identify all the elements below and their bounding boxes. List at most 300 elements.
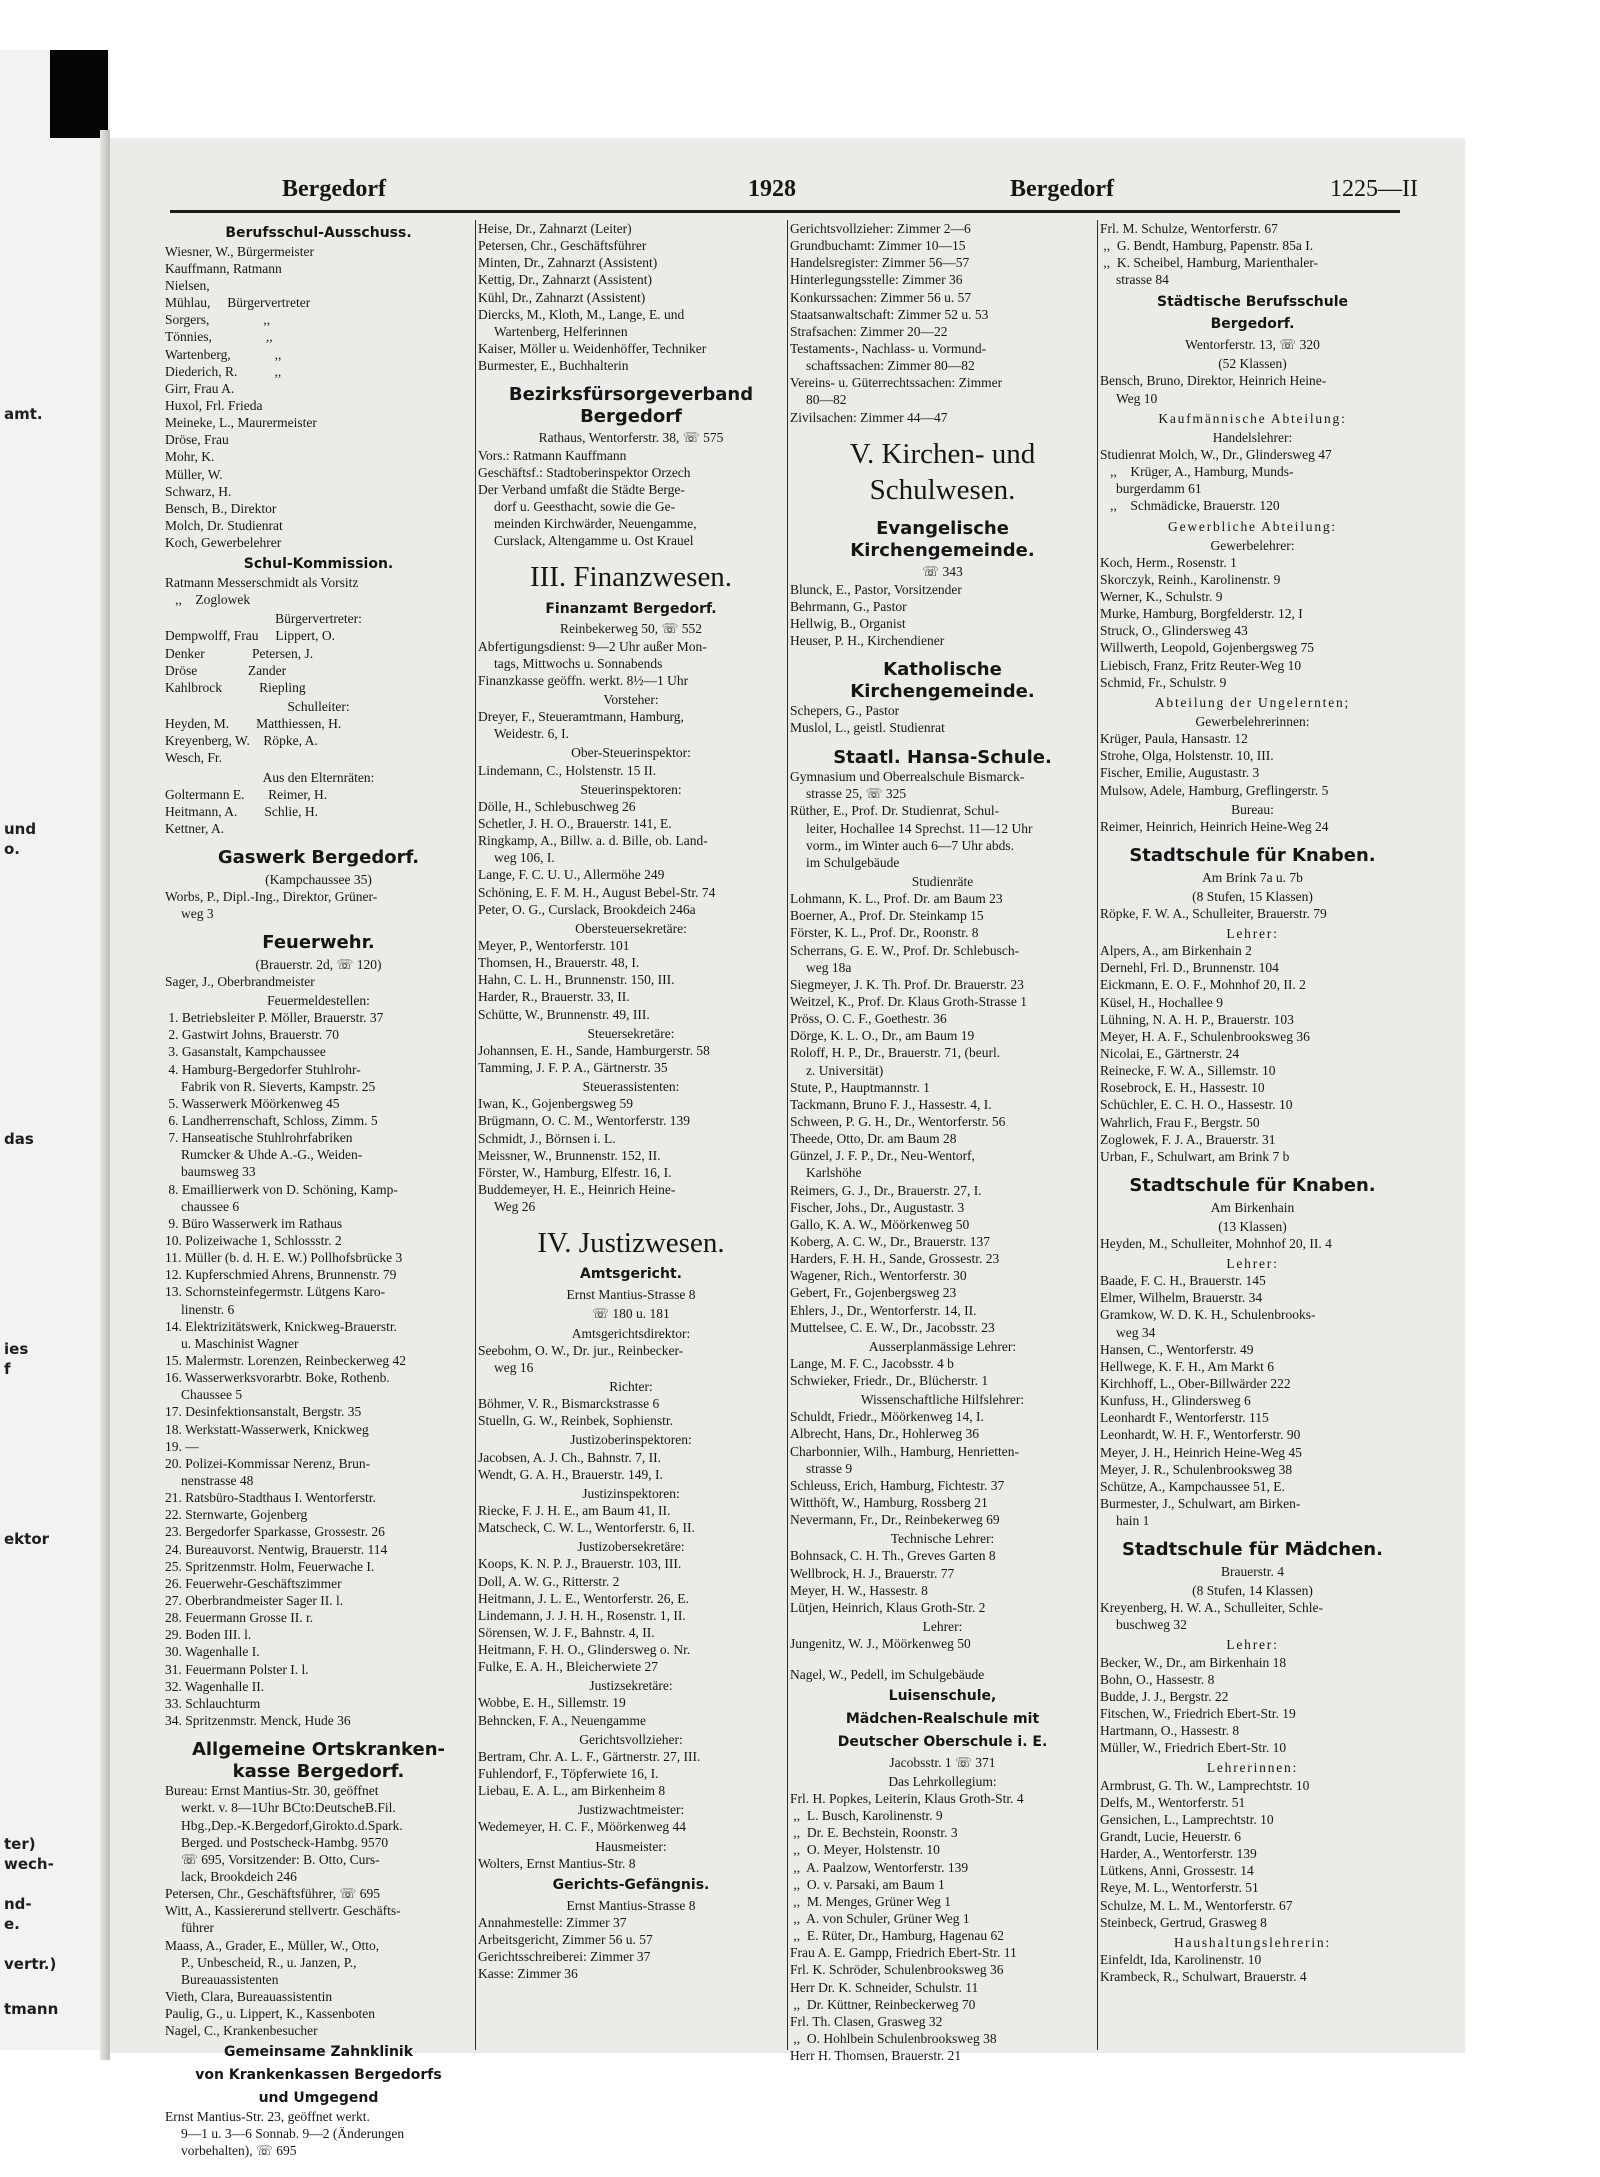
entry-line: Am Birkenhain xyxy=(1210,1199,1295,1215)
entry-line: Petersen, Chr., Geschäftsführer, ☏ 695 xyxy=(165,1886,381,1902)
entry-line: Chaussee 5 xyxy=(181,1387,243,1403)
edge-fragment: ektor xyxy=(4,1530,50,1548)
entry-line: Bohn, O., Hassestr. 8 xyxy=(1100,1671,1215,1687)
entry-line: Willwerth, Leopold, Gojenbergsweg 75 xyxy=(1100,640,1315,656)
entry-line xyxy=(790,1652,1095,1666)
entry-line: ,, Schmädicke, Brauerstr. 120 xyxy=(1100,498,1280,514)
entry-line: Denker Petersen, J. xyxy=(165,645,314,661)
entry-line: Bensch, Bruno, Direktor, Heinrich Heine- xyxy=(1100,373,1327,389)
entry-line: 6. Landherrenschaft, Schloss, Zimm. 5 xyxy=(165,1113,378,1129)
section-heading: Bezirksfürsorgeverband xyxy=(508,384,754,406)
edge-fragment: amt. xyxy=(4,405,43,423)
entry-line: Jacobsen, A. J. Ch., Bahnstr. 7, II. xyxy=(478,1449,661,1465)
entry-line: Matscheck, C. W. L., Wentorferstr. 6, II. xyxy=(478,1520,695,1536)
entry-line: Stute, P., Hauptmannstr. 1 xyxy=(790,1079,930,1095)
entry-line: 32. Wagenhalle II. xyxy=(165,1678,265,1694)
section-heading: Amtsgericht. xyxy=(580,1266,682,1283)
entry-line: Frl. M. Schulze, Wentorferstr. 67 xyxy=(1100,221,1278,236)
section-heading: Kirchengemeinde. xyxy=(850,680,1035,702)
entry-line: 25. Spritzenmstr. Holm, Feuerwache I. xyxy=(165,1558,375,1574)
entry-line: Hinterlegungsstelle: Zimmer 36 xyxy=(790,272,963,288)
column-3 xyxy=(790,220,1095,2064)
section-heading: Katholische xyxy=(883,659,1002,681)
entry-line: 9. Büro Wasserwerk im Rathaus xyxy=(165,1215,343,1231)
entry-line: Wedemeyer, H. C. F., Möörkenweg 44 xyxy=(478,1819,686,1835)
entry-line: Ringkamp, A., Billw. a. d. Bille, ob. Land- xyxy=(478,833,708,849)
entry-line: Molch, Dr. Studienrat xyxy=(165,518,283,534)
entry-line: Eickmann, E. O. F., Mohnhof 20, II. 2 xyxy=(1100,977,1306,993)
entry-line: Reinbekerweg 50, ☏ 552 xyxy=(559,621,703,637)
entry-line: Schuldt, Friedr., Möörkenweg 14, I. xyxy=(790,1409,984,1425)
entry-line: Heitmann, F. H. O., Glindersweg o. Nr. xyxy=(478,1642,691,1658)
section-heading: kasse Bergedorf. xyxy=(232,1760,405,1782)
entry-line: Alpers, A., am Birkenhain 2 xyxy=(1100,943,1252,959)
entry-line: Hahn, C. L. H., Brunnenstr. 150, III. xyxy=(478,972,675,988)
entry-line: Steuersekretäre: xyxy=(587,1025,675,1041)
page-fold xyxy=(100,130,110,2060)
entry-line: Behncken, F. A., Neuengamme xyxy=(478,1712,647,1728)
entry-line: meinden Kirchwärder, Neuengamme, xyxy=(494,516,697,532)
entry-line: Witthöft, W., Hamburg, Rossberg 21 xyxy=(790,1495,988,1511)
entry-line: u. Maschinist Wagner xyxy=(181,1335,299,1351)
section-heading: Gerichts-Gefängnis. xyxy=(552,1876,710,1893)
entry-line: Gallo, K. A. W., Möörkenweg 50 xyxy=(790,1216,970,1232)
entry-line: Meissner, W., Brunnenstr. 152, II. xyxy=(478,1147,661,1163)
entry-line: Bensch, B., Direktor xyxy=(165,500,277,516)
entry-line: Böhmer, V. R., Bismarckstrasse 6 xyxy=(478,1396,660,1412)
entry-line: 7. Hanseatische Stuhlrohrfabriken xyxy=(165,1130,353,1146)
entry-line: Krüger, Paula, Hansastr. 12 xyxy=(1100,731,1248,747)
entry-line: Burmester, E., Buchhalterin xyxy=(478,358,629,374)
entry-line: 18. Werkstatt-Wasserwerk, Knickweg xyxy=(165,1421,369,1437)
entry-line: Girr, Frau A. xyxy=(165,380,235,396)
entry-line: Röpke, F. W. A., Schulleiter, Brauerstr. 79 xyxy=(1100,905,1327,921)
entry-line: Diederich, R. ,, xyxy=(165,363,282,379)
entry-line: Richter: xyxy=(609,1378,653,1394)
section-heading: IV. Justizwesen. xyxy=(537,1227,725,1260)
entry-line: Krambeck, R., Schulwart, Brauerstr. 4 xyxy=(1100,1969,1307,1985)
entry-line: 29. Boden III. l. xyxy=(165,1627,252,1643)
entry-line: Schmid, Fr., Schulstr. 9 xyxy=(1100,674,1227,690)
entry-line: Obersteuersekretäre: xyxy=(575,920,687,936)
entry-line: Der Verband umfaßt die Städte Berge- xyxy=(478,481,685,497)
column-divider xyxy=(1097,220,1098,2050)
entry-line: Rüther, E., Prof. Dr. Studienrat, Schul- xyxy=(790,803,1000,819)
entry-line: Iwan, K., Gojenbergsweg 59 xyxy=(478,1096,633,1112)
entry-line: Kasse: Zimmer 36 xyxy=(478,1966,578,1982)
entry-line: Wagener, Rich., Wentorferstr. 30 xyxy=(790,1268,967,1284)
entry-line: Strafsachen: Zimmer 20—22 xyxy=(790,323,948,339)
entry-line: Feuermeldestellen: xyxy=(267,993,370,1009)
entry-line: 22. Sternwarte, Gojenberg xyxy=(165,1507,308,1523)
entry-line: (Brauerstr. 2d, ☏ 120) xyxy=(255,956,382,972)
entry-line: Annahmestelle: Zimmer 37 xyxy=(478,1914,627,1930)
entry-line: Müller, W., Friedrich Ebert-Str. 10 xyxy=(1100,1740,1287,1756)
entry-line: Fischer, Johs., Dr., Augustastr. 3 xyxy=(790,1199,965,1215)
entry-line: (8 Stufen, 14 Klassen) xyxy=(1192,1583,1313,1599)
entry-line: Lehrer: xyxy=(1226,1256,1279,1272)
entry-line: Nevermann, Fr., Dr., Reinbekerweg 69 xyxy=(790,1512,1000,1528)
entry-line: 13. Schornsteinfegermstr. Lütgens Karo- xyxy=(165,1284,386,1300)
entry-line: Schwarz, H. xyxy=(165,483,232,499)
entry-line: strasse 25, ☏ 325 xyxy=(806,786,907,802)
section-heading: Schul-Kommission. xyxy=(243,556,394,573)
section-heading: Stadtschule für Knaben. xyxy=(1129,845,1376,867)
entry-line: Heuser, P. H., Kirchendiener xyxy=(790,632,945,648)
section-heading: III. Finanzwesen. xyxy=(529,561,733,594)
edge-fragment: o. xyxy=(4,840,21,858)
entry-line: Fitschen, W., Friedrich Ebert-Str. 19 xyxy=(1100,1706,1296,1721)
entry-line: Charbonnier, Wilh., Hamburg, Henrietten- xyxy=(790,1443,1019,1459)
entry-line: Mulsow, Adele, Hamburg, Greflingerstr. 5 xyxy=(1100,782,1329,798)
adjacent-page-edge xyxy=(0,50,110,2050)
entry-line: Finanzkasse geöffn. werkt. 8½—1 Uhr xyxy=(478,672,689,688)
entry-line: weg 34 xyxy=(1116,1324,1156,1340)
entry-line: Meyer, H. W., Hassestr. 8 xyxy=(790,1582,928,1598)
entry-line: Bertram, Chr. A. L. F., Gärtnerstr. 27, III. xyxy=(478,1748,701,1764)
entry-line: 15. Malermstr. Lorenzen, Reinbeckerweg 42 xyxy=(165,1353,407,1369)
entry-line: Vieth, Clara, Bureauassistentin xyxy=(165,1988,333,2004)
entry-line: Weg 10 xyxy=(1116,390,1158,406)
section-heading: Luisenschule, xyxy=(888,1688,997,1705)
entry-line: Nagel, W., Pedell, im Schulgebäude xyxy=(790,1667,985,1683)
entry-line: Hartmann, O., Hassestr. 8 xyxy=(1100,1723,1240,1739)
entry-line: schaftssachen: Zimmer 80—82 xyxy=(806,358,975,374)
entry-line: Mühlau, Bürgervertreter xyxy=(165,295,311,311)
entry-line: Schepers, G., Pastor xyxy=(790,703,900,719)
section-heading: Berufsschul-Ausschuss. xyxy=(225,225,412,241)
entry-line: ,, O. Hohlbein Schulenbrooksweg 38 xyxy=(790,2031,997,2046)
entry-line: Konkurssachen: Zimmer 56 u. 57 xyxy=(790,289,972,305)
entry-line: Jungenitz, W. J., Möörkenweg 50 xyxy=(790,1636,971,1652)
entry-line: im Schulgebäude xyxy=(806,854,900,870)
entry-line: Wobbe, E. H., Sillemstr. 19 xyxy=(478,1695,626,1711)
entry-line: 23. Bergedorfer Sparkasse, Grossestr. 26 xyxy=(165,1524,385,1540)
entry-line: Müller, W. xyxy=(165,466,223,482)
entry-line: ,, Zoglowek xyxy=(165,592,251,608)
entry-line: Schleuss, Erich, Hamburg, Fichtestr. 37 xyxy=(790,1477,1005,1493)
entry-line: 8. Emaillierwerk von D. Schöning, Kamp- xyxy=(165,1181,398,1197)
entry-line: Petersen, Chr., Geschäftsführer xyxy=(478,238,647,254)
entry-line: Nicolai, E., Gärtnerstr. 24 xyxy=(1100,1046,1240,1062)
entry-line: Gerichtsvollzieher: xyxy=(579,1731,683,1747)
entry-line: Lange, F. C. U. U., Allermöhe 249 xyxy=(478,867,665,883)
edge-fragment: ter) xyxy=(4,1835,36,1853)
entry-line: Siegmeyer, J. K. Th. Prof. Dr. Brauerstr. 23 xyxy=(790,976,1024,992)
entry-line: 19. — xyxy=(165,1438,199,1454)
entry-line: Wolters, Ernst Mantius-Str. 8 xyxy=(478,1855,636,1871)
entry-line: Baade, F. C. H., Brauerstr. 145 xyxy=(1100,1273,1266,1289)
entry-line: Steuerassistenten: xyxy=(582,1079,680,1095)
entry-line: Schöning, E. F. M. H., August Bebel-Str. 74 xyxy=(478,884,716,900)
entry-line: Lindemann, J. J. H. H., Rosenstr. 1, II. xyxy=(478,1607,686,1623)
edge-fragment: nd- xyxy=(4,1895,32,1913)
entry-line: Kaiser, Möller u. Weidenhöffer, Techniker xyxy=(478,340,707,356)
entry-line: ,, O. v. Parsaki, am Baum 1 xyxy=(790,1876,945,1892)
entry-line: ,, A. von Schuler, Grüner Weg 1 xyxy=(790,1911,970,1927)
entry-line: Frl. Th. Clasen, Grasweg 32 xyxy=(790,2013,943,2029)
entry-line: Lütjen, Heinrich, Klaus Groth-Str. 2 xyxy=(790,1599,986,1615)
entry-line: Lehrerinnen: xyxy=(1206,1760,1299,1776)
entry-line: Fischer, Emilie, Augustastr. 3 xyxy=(1100,765,1260,781)
entry-line: Kaufmännische Abteilung: xyxy=(1158,410,1347,426)
entry-line: Lindemann, C., Holstenstr. 15 II. xyxy=(478,762,657,778)
entry-line: (13 Klassen) xyxy=(1218,1218,1287,1234)
section-heading: Feuerwehr. xyxy=(262,932,375,954)
entry-line: ,, E. Rüter, Dr., Hamburg, Hagenau 62 xyxy=(790,1928,1005,1944)
entry-line: Elmer, Wilhelm, Brauerstr. 34 xyxy=(1100,1290,1263,1306)
entry-line: Lehrer: xyxy=(1226,926,1279,942)
entry-line: Brauerstr. 4 xyxy=(1221,1563,1284,1579)
entry-line: Zivilsachen: Zimmer 44—47 xyxy=(790,409,948,425)
entry-line: Muttelsee, C. E. W., Dr., Jacobsstr. 23 xyxy=(790,1319,995,1335)
entry-line: Kreyenberg, W. Röpke, A. xyxy=(165,733,318,749)
entry-line: weg 106, I. xyxy=(494,850,555,866)
entry-line: Steuerinspektoren: xyxy=(580,781,682,797)
entry-line: Fuhlendorf, F., Töpferwiete 16, I. xyxy=(478,1766,659,1782)
entry-line: Arbeitsgericht, Zimmer 56 u. 57 xyxy=(478,1931,653,1947)
entry-line: Hbg.,Dep.-K.Bergedorf,Girokto.d.Spark. xyxy=(181,1817,403,1833)
entry-line: 4. Hamburg-Bergedorfer Stuhlrohr- xyxy=(165,1061,361,1077)
entry-line: 31. Feuermann Polster I. l. xyxy=(165,1661,309,1677)
entry-line: Wartenberg, Helferinnen xyxy=(494,323,628,339)
entry-line: Bureau: xyxy=(1231,801,1274,817)
entry-line: Hellwig, B., Organist xyxy=(790,615,906,631)
entry-line: Seebohm, O. W., Dr. jur., Reinbecker- xyxy=(478,1342,684,1358)
entry-line: Gebert, Fr., Gojenbergsweg 23 xyxy=(790,1285,957,1301)
entry-line: Armbrust, G. Th. W., Lamprechtstr. 10 xyxy=(1100,1777,1310,1793)
entry-line: Koch, Herm., Rosenstr. 1 xyxy=(1100,554,1237,570)
section-heading: Städtische Berufsschule xyxy=(1156,293,1349,310)
entry-line: strasse 9 xyxy=(806,1460,853,1476)
entry-line: Schüchler, E. C. H. O., Hassestr. 10 xyxy=(1100,1097,1293,1113)
entry-line: ,, Dr. Küttner, Reinbeckerweg 70 xyxy=(790,1996,976,2012)
entry-line: Studienrat Molch, W., Dr., Glindersweg 47 xyxy=(1100,446,1332,462)
entry-line: Minten, Dr., Zahnarzt (Assistent) xyxy=(478,255,658,271)
section-heading: Schulwesen. xyxy=(869,473,1016,506)
entry-line: 33. Schlauchturm xyxy=(165,1695,261,1711)
entry-line: 24. Bureauvorst. Nentwig, Brauerstr. 114 xyxy=(165,1541,388,1557)
entry-line: ,, L. Busch, Karolinenstr. 9 xyxy=(790,1808,943,1824)
entry-line: Murke, Hamburg, Borgfelderstr. 12, I xyxy=(1100,606,1303,622)
entry-line: 17. Desinfektionsanstalt, Bergstr. 35 xyxy=(165,1404,362,1420)
entry-line: Wellbrock, H. J., Brauerstr. 77 xyxy=(790,1565,955,1581)
edge-fragment: wech- xyxy=(4,1855,54,1873)
column-4 xyxy=(1100,220,1405,2050)
entry-line: (52 Klassen) xyxy=(1218,356,1287,372)
entry-line: Frl. H. Popkes, Leiterin, Klaus Groth-Str. 4 xyxy=(790,1791,1024,1807)
entry-line: Wahrlich, Frau F., Bergstr. 50 xyxy=(1100,1114,1260,1130)
entry-line: Behrmann, G., Pastor xyxy=(790,598,907,614)
entry-line: 3. Gasanstalt, Kampchaussee xyxy=(165,1044,326,1060)
entry-line: Weidestr. 6, I. xyxy=(494,726,570,742)
entry-line: Gramkow, W. D. K. H., Schulenbrooks- xyxy=(1100,1307,1316,1323)
entry-line: linenstr. 6 xyxy=(181,1301,235,1317)
entry-line: ☏ 343 xyxy=(922,564,963,580)
entry-line: Schmidt, J., Börnsen i. L. xyxy=(478,1130,616,1146)
section-heading: Gaswerk Bergedorf. xyxy=(217,847,420,869)
section-heading: von Krankenkassen Bergedorfs xyxy=(195,2067,442,2084)
entry-line: Strohe, Olga, Holstenstr. 10, III. xyxy=(1100,748,1274,764)
entry-line: Studienräte xyxy=(911,873,974,889)
entry-line: Amtsgerichtsdirektor: xyxy=(571,1325,691,1341)
entry-line: Maass, A., Grader, E., Müller, W., Otto, xyxy=(165,1937,380,1953)
entry-line: burgerdamm 61 xyxy=(1116,481,1202,497)
entry-line: Lütkens, Anni, Grossestr. 14 xyxy=(1100,1863,1254,1879)
entry-line: Kettig, Dr., Zahnarzt (Assistent) xyxy=(478,272,652,288)
entry-line: ,, M. Menges, Grüner Weg 1 xyxy=(790,1893,952,1909)
entry-line: Werner, K., Schulstr. 9 xyxy=(1100,589,1223,605)
entry-line: Reinecke, F. W. A., Sillemstr. 10 xyxy=(1100,1063,1276,1079)
header-page-number: 1225—II xyxy=(1330,176,1418,202)
entry-line: Kettner, A. xyxy=(165,821,225,837)
entry-line: Küsel, H., Hochallee 9 xyxy=(1100,994,1223,1010)
entry-line: Kirchhoff, L., Ober-Billwärder 222 xyxy=(1100,1376,1291,1392)
section-heading: Staatl. Hansa-Schule. xyxy=(833,746,1052,768)
entry-line: Becker, W., Dr., am Birkenhain 18 xyxy=(1100,1654,1287,1670)
entry-line: Nielsen, xyxy=(165,278,210,294)
entry-line: Delfs, M., Wentorferstr. 51 xyxy=(1100,1794,1246,1810)
entry-line: Worbs, P., Dipl.-Ing., Direktor, Grüner- xyxy=(165,888,378,904)
entry-line: Blunck, E., Pastor, Vorsitzender xyxy=(790,581,962,597)
entry-line: Grandt, Lucie, Heuerstr. 6 xyxy=(1100,1828,1241,1844)
entry-line: Diercks, M., Kloth, M., Lange, E. und xyxy=(478,306,685,322)
entry-line: Gewerbliche Abteilung: xyxy=(1168,518,1337,534)
entry-line: Stuelln, G. W., Reinbek, Sophienstr. xyxy=(478,1413,674,1429)
entry-line: Urban, F., Schulwart, am Brink 7 b xyxy=(1100,1148,1290,1164)
entry-line: Ehlers, J., Dr., Wentorferstr. 14, II. xyxy=(790,1302,977,1318)
entry-line: Bohnsack, C. H. Th., Greves Garten 8 xyxy=(790,1548,996,1564)
entry-line: ,, O. Meyer, Holstenstr. 10 xyxy=(790,1842,940,1858)
entry-line: Riecke, F. J. H. E., am Baum 41, II. xyxy=(478,1502,671,1518)
entry-line: weg 3 xyxy=(181,906,214,922)
entry-line: Justizinspektoren: xyxy=(582,1485,680,1501)
entry-line: Sorgers, ,, xyxy=(165,312,271,328)
entry-line: Wentorferstr. 13, ☏ 320 xyxy=(1185,337,1320,353)
entry-line: Albrecht, Hans, Dr., Hohlerweg 36 xyxy=(790,1426,979,1442)
entry-line: ,, Dr. E. Bechstein, Roonstr. 3 xyxy=(790,1825,958,1841)
entry-line: P., Unbescheid, R., u. Janzen, P., xyxy=(181,1954,357,1970)
entry-line: Struck, O., Glindersweg 43 xyxy=(1100,623,1248,639)
entry-line: weg 18a xyxy=(806,959,852,975)
entry-line: Abfertigungsdienst: 9—2 Uhr außer Mon- xyxy=(478,638,707,654)
entry-line: baumsweg 33 xyxy=(181,1164,256,1180)
entry-line: 11. Müller (b. d. H. E. W.) Pollhofsbrücke 3 xyxy=(165,1250,403,1266)
entry-line: Justizwachtmeister: xyxy=(577,1802,685,1818)
section-heading: Finanzamt Bergedorf. xyxy=(545,600,717,617)
running-header xyxy=(170,176,1418,213)
edge-fragment: vertr.) xyxy=(4,1955,57,1973)
entry-line: Lehrer: xyxy=(1226,1637,1279,1653)
entry-line: Roloff, H. P., Dr., Brauerstr. 71, (beurl. xyxy=(790,1045,1001,1061)
entry-line: Harder, R., Brauerstr. 33, II. xyxy=(478,989,630,1005)
entry-line: Huxol, Frl. Frieda xyxy=(165,398,263,414)
section-heading: V. Kirchen- und xyxy=(849,437,1036,470)
section-heading: Allgemeine Ortskranken- xyxy=(191,1739,446,1761)
entry-line: Schetler, J. H. O., Brauerstr. 141, E. xyxy=(478,816,672,831)
header-place-left: Bergedorf xyxy=(282,176,386,202)
edge-fragment: tmann xyxy=(4,2000,59,2018)
entry-line: Kauffmann, Ratmann xyxy=(165,260,282,276)
entry-line: Herr H. Thomsen, Brauerstr. 21 xyxy=(790,2048,962,2064)
entry-line: Burmester, J., Schulwart, am Birken- xyxy=(1100,1496,1301,1511)
entry-line: Weg 26 xyxy=(494,1199,536,1215)
header-year: 1928 xyxy=(748,176,796,202)
entry-line: Frau A. E. Gampp, Friedrich Ebert-Str. 11 xyxy=(790,1945,1017,1961)
entry-line: 16. Wasserwerksvorarbtr. Boke, Rothenb. xyxy=(165,1370,390,1386)
entry-line: Nagel, C., Krankenbesucher xyxy=(165,2023,318,2039)
entry-line: (8 Stufen, 15 Klassen) xyxy=(1192,888,1313,904)
entry-line: Bureau: Ernst Mantius-Str. 30, geöffnet xyxy=(165,1783,379,1799)
entry-line: Scherrans, G. E. W., Prof. Dr. Schlebusch- xyxy=(790,942,1020,958)
entry-line: z. Universität) xyxy=(806,1062,884,1078)
entry-line: Skorczyk, Reinh., Karolinenstr. 9 xyxy=(1100,571,1281,587)
entry-line: ☏ 180 u. 181 xyxy=(592,1306,670,1322)
entry-line: Boerner, A., Prof. Dr. Steinkamp 15 xyxy=(790,908,984,924)
entry-line: 2. Gastwirt Johns, Brauerstr. 70 xyxy=(165,1027,339,1043)
column-2 xyxy=(478,220,784,2050)
entry-line: 12. Kupferschmied Ahrens, Brunnenstr. 79 xyxy=(165,1267,397,1283)
section-heading: Kirchengemeinde. xyxy=(850,539,1035,561)
entry-line: Rumcker & Uhde A.-G., Weiden- xyxy=(181,1147,363,1163)
entry-line: ,, K. Scheibel, Hamburg, Marienthaler- xyxy=(1100,255,1319,271)
entry-line: Paulig, G., u. Lippert, K., Kassenboten xyxy=(165,2006,375,2022)
entry-line: Ernst Mantius-Strasse 8 xyxy=(566,1897,696,1913)
entry-line: Staatsanwaltschaft: Zimmer 52 u. 53 xyxy=(790,306,989,322)
entry-line: nenstrasse 48 xyxy=(181,1473,254,1488)
entry-line: 14. Elektrizitätswerk, Knickweg-Brauerstr. xyxy=(165,1318,398,1334)
entry-line: Vereins- u. Güterrechtssachen: Zimmer xyxy=(790,375,1003,391)
entry-line: Vorsteher: xyxy=(603,692,659,708)
section-heading: Bergedorf xyxy=(580,405,682,427)
entry-line: Doll, A. W. G., Ritterstr. 2 xyxy=(478,1573,620,1589)
column-divider xyxy=(475,220,476,2050)
entry-line: Reye, M. L., Wentorferstr. 51 xyxy=(1100,1880,1259,1896)
entry-line: Gerichtsschreiberei: Zimmer 37 xyxy=(478,1949,651,1965)
entry-line: Wissenschaftliche Hilfslehrer: xyxy=(860,1392,1025,1408)
entry-line: buschweg 32 xyxy=(1116,1617,1187,1633)
entry-line: Gymnasium und Oberrealschule Bismarck- xyxy=(790,769,1025,785)
entry-line: Das Lehrkollegium: xyxy=(888,1773,997,1789)
entry-line: ,, A. Paalzow, Wentorferstr. 139 xyxy=(790,1859,969,1875)
entry-line: Sager, J., Oberbrandmeister xyxy=(165,973,315,989)
entry-line: Lange, M. F. C., Jacobsstr. 4 b xyxy=(790,1355,954,1371)
entry-line: Bureauassistenten xyxy=(181,1971,279,1987)
entry-line: Curslack, Altengamme u. Ost Krauel xyxy=(494,533,694,549)
entry-line: Jacobsstr. 1 ☏ 371 xyxy=(889,1754,996,1770)
entry-line: Dröse Zander xyxy=(165,662,287,678)
entry-line: ☏ 695, Vorsitzender: B. Otto, Curs- xyxy=(181,1851,380,1867)
entry-line: Ernst Mantius-Strasse 8 xyxy=(566,1287,696,1303)
entry-line: Schulze, M. L. M., Wentorferstr. 67 xyxy=(1100,1897,1293,1913)
entry-line: strasse 84 xyxy=(1116,272,1169,288)
entry-line: Reimer, Heinrich, Heinrich Heine-Weg 24 xyxy=(1100,818,1329,834)
entry-line: Liebau, E. A. L., am Birkenheim 8 xyxy=(478,1783,666,1799)
entry-line: Dröse, Frau xyxy=(165,432,229,448)
entry-line: 21. Ratsbüro-Stadthaus I. Wentorferstr. xyxy=(165,1490,376,1506)
header-place-right: Bergedorf xyxy=(1010,176,1114,202)
entry-line: Aus den Elternräten: xyxy=(262,769,375,785)
entry-line: Grundbuchamt: Zimmer 10—15 xyxy=(790,238,966,254)
entry-line: dorf u. Geesthacht, sowie die Ge- xyxy=(494,499,676,515)
section-heading: Evangelische xyxy=(876,518,1009,540)
entry-line: Meyer, J. H., Heinrich Heine-Weg 45 xyxy=(1100,1444,1302,1460)
entry-line: Reimers, G. J., Dr., Brauerstr. 27, I. xyxy=(790,1182,982,1198)
entry-line: Steinbeck, Gertrud, Grasweg 8 xyxy=(1100,1914,1267,1930)
entry-line: ,, G. Bendt, Hamburg, Papenstr. 85a I. xyxy=(1100,238,1314,254)
entry-line: 34. Spritzenmstr. Menck, Hude 36 xyxy=(165,1712,351,1728)
entry-line: 80—82 xyxy=(806,392,847,408)
